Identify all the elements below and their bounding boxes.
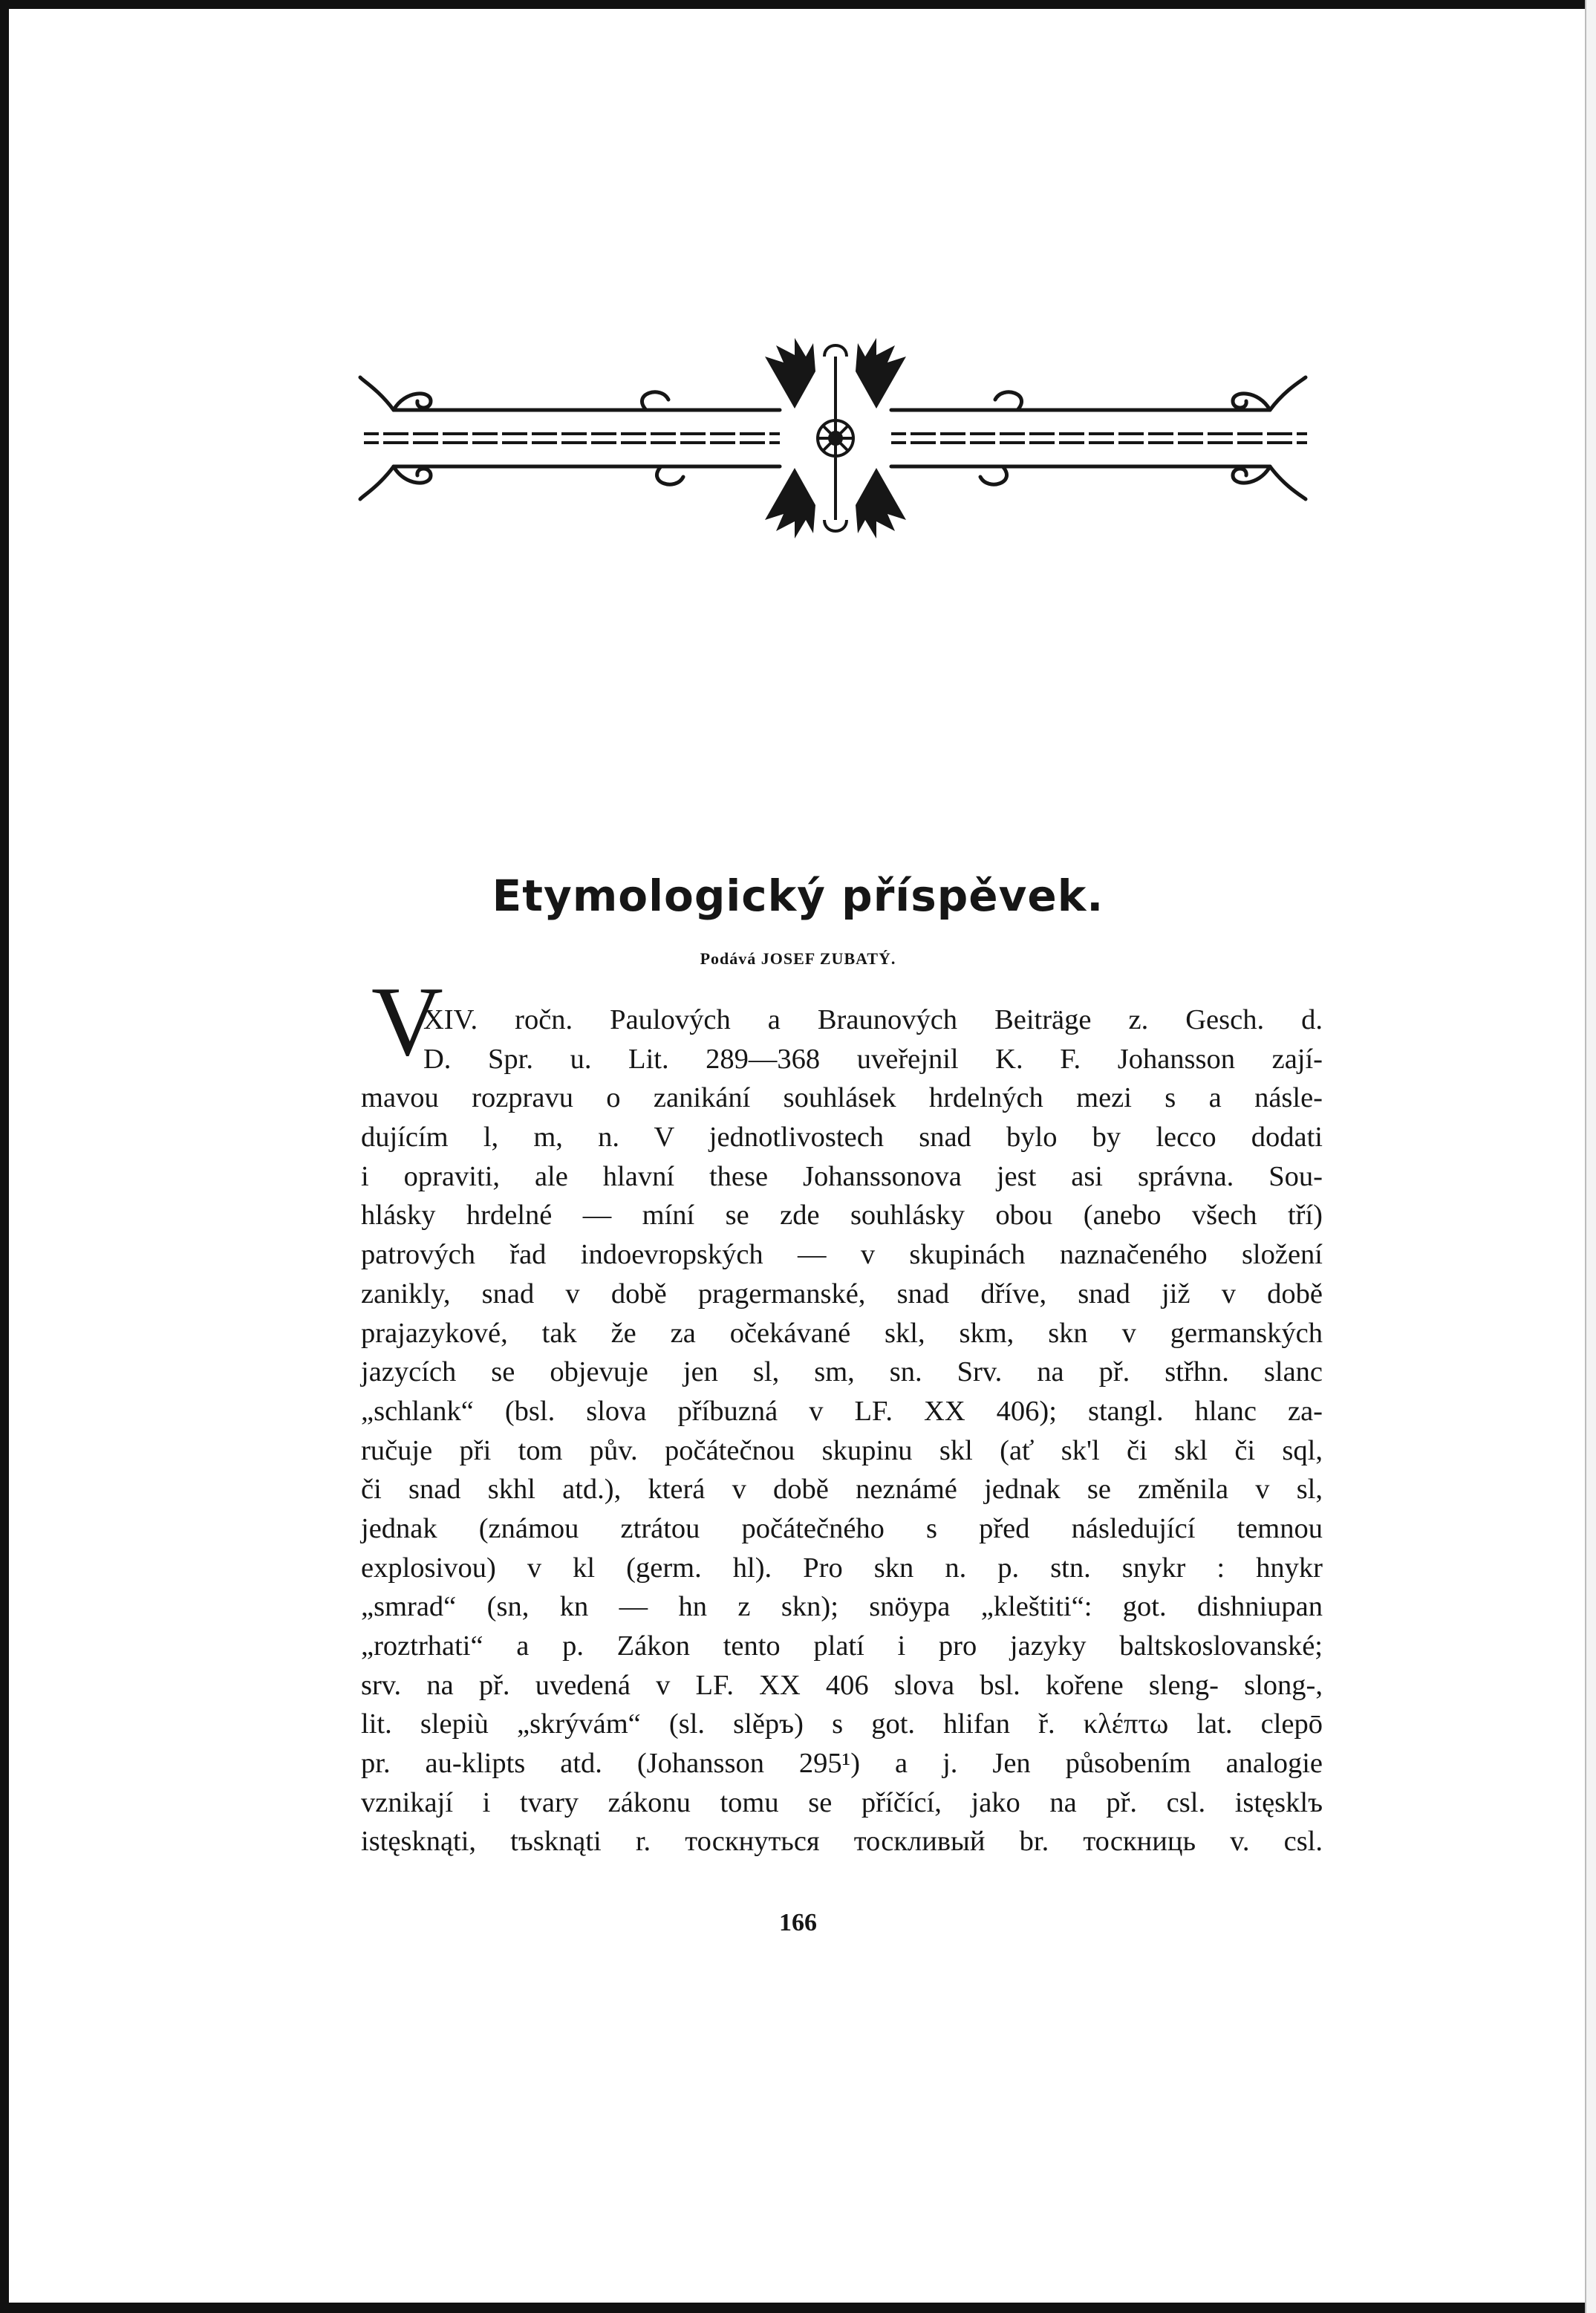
body-line: jazycích se objevuje jen sl, sm, sn. Srv. na př. střhn. slanc <box>361 1356 1323 1388</box>
body-line: vznikají i tvary zákonu tomu se příčící, jako na př. csl. istęsklъ <box>361 1786 1323 1818</box>
body-line: explosivou) v kl (germ. hl). Pro skn n. p. stn. snykr : hnykr <box>361 1552 1323 1584</box>
scan-border-right <box>1585 0 1596 2313</box>
body-line: zanikly, snad v době pragermanské, snad dříve, snad již v době <box>361 1278 1323 1310</box>
body-line: srv. na př. uvedená v LF. XX 406 slova bsl. kořene sleng- slong-, <box>361 1669 1323 1701</box>
body-line: či snad skhl atd.), která v době neznámé jednak se změnila v sl, <box>361 1474 1323 1506</box>
body-line: hlásky hrdelné — míní se zde souhlásky obou (anebo všech tří) <box>361 1200 1323 1232</box>
body-line: prajazykové, tak že za očekávané skl, skm, skn v germanských <box>361 1317 1323 1349</box>
body-line: lit. slepiù „skrývám“ (sl. slěpъ) s got. hlifan ř. κλέπτω lat. clepō <box>361 1708 1323 1740</box>
scan-border-left <box>0 0 9 2313</box>
body-line: istęsknąti, tъsknąti r. тоскнуться тоскливый br. тоскниць v. csl. <box>361 1826 1323 1858</box>
article-title: Etymologický příspěvek. <box>492 871 1104 921</box>
body-line: „schlank“ (bsl. slova příbuzná v LF. XX 406); stangl. hlanc za- <box>361 1395 1323 1427</box>
decorative-header-ornament <box>349 327 1322 550</box>
body-line: i opraviti, ale hlavní these Johanssonova jest asi správna. Sou- <box>361 1160 1323 1192</box>
body-line: dujícím l, m, n. V jednotlivostech snad bylo by lecco dodati <box>361 1122 1323 1154</box>
body-line: mavou rozpravu o zanikání souhlásek hrdelných mezi s a násle- <box>361 1082 1323 1114</box>
body-line: D. Spr. u. Lit. 289—368 uveřejnil K. F. Johansson zají- <box>423 1043 1323 1075</box>
body-line: ručuje při tom pův. počátečnou skupinu skl (ať sk'l či skl či sql, <box>361 1434 1323 1466</box>
scan-border-top <box>0 0 1596 9</box>
body-line: „smrad“ (sn, kn — hn z skn); snöypa „kleštiti“: got. dishniupan <box>361 1591 1323 1623</box>
body-line: „roztrhati“ a p. Zákon tento platí i pro jazyky baltskoslovanské; <box>361 1630 1323 1662</box>
body-line: patrových řad indoevropských — v skupinách naznačeného složení <box>361 1239 1323 1271</box>
scan-border-bottom <box>0 2303 1596 2313</box>
article-byline: Podává JOSEF ZUBATÝ. <box>700 949 896 968</box>
page-number: 166 <box>779 1909 817 1936</box>
body-line: XIV. ročn. Paulových a Braunových Beiträge z. Gesch. d. <box>423 1004 1323 1035</box>
body-line: pr. au-klipts atd. (Johansson 295¹) a j. Jen působením analogie <box>361 1748 1323 1780</box>
drop-cap: V <box>371 966 443 1076</box>
article-body <box>361 1001 1323 1861</box>
body-line: jednak (známou ztrátou počátečného s před následující temnou <box>361 1512 1323 1544</box>
